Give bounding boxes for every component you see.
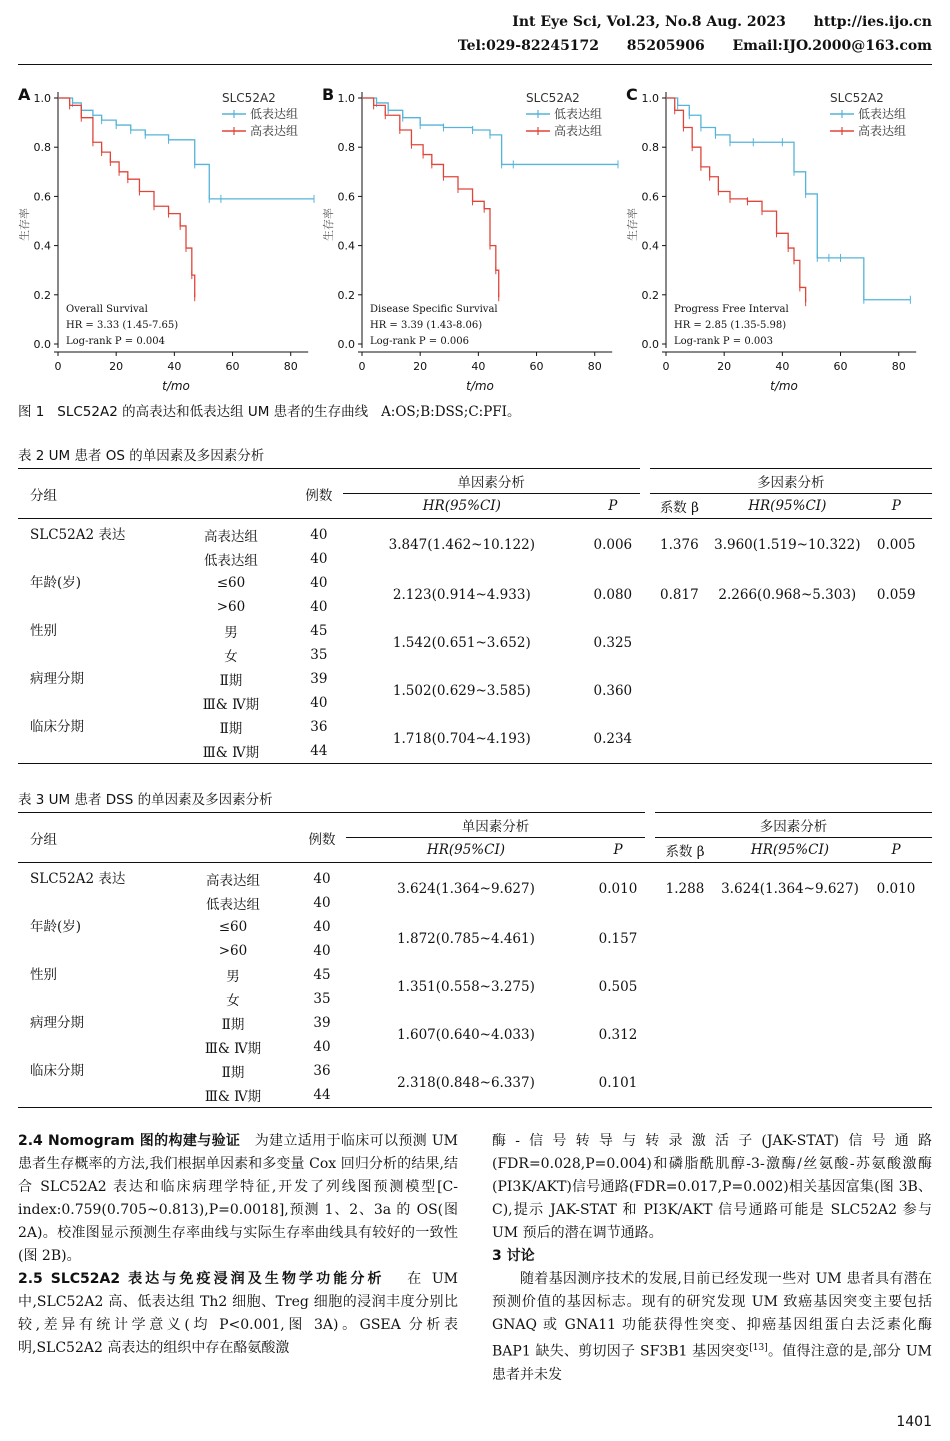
multi-p-value: 0.010 bbox=[876, 881, 916, 897]
x-tick-label: 60 bbox=[833, 360, 848, 373]
header-p: P bbox=[608, 498, 618, 514]
count-value: 39 bbox=[310, 671, 328, 687]
coef-value bbox=[650, 1059, 720, 1108]
y-tick-label: 1.0 bbox=[641, 92, 659, 105]
y-tick-label: 0.2 bbox=[337, 288, 355, 302]
legend-title: SLC52A2 bbox=[830, 91, 884, 105]
section-3-heading: 3 讨论 bbox=[492, 1248, 535, 1264]
journal-url[interactable]: http://ies.ijo.cn bbox=[813, 14, 932, 30]
count-value: 45 bbox=[313, 967, 331, 983]
high-expression-curve bbox=[362, 98, 499, 297]
factor-label: SLC52A2 表达 bbox=[30, 871, 126, 887]
header-univariate: 单因素分析 bbox=[346, 813, 650, 838]
count-value: 44 bbox=[313, 1087, 331, 1103]
right-column-continuation: 酶-信号转导与转录激活子(JAK-STAT)信号通路(FDR=0.028,P=0.004)和磷脂酰肌醇-3-激酶/丝氨酸-苏氨酸激酶(PI3K/AKT)信号通路(FDR=0.017,P=0.002)相关基因富集(图 3B、C),提示 JAK-STAT 和 PI3K/AKT 信号通路可能是 SLC52A2 参与 UM 预后的潜在调节通路。 bbox=[492, 1133, 932, 1241]
count-value: 39 bbox=[313, 1015, 331, 1031]
left-column bbox=[18, 1130, 458, 1360]
y-axis-label: 生存率 bbox=[626, 208, 639, 241]
level-label: >60 bbox=[218, 943, 248, 959]
multi-hr-value bbox=[720, 915, 860, 963]
x-tick-label: 40 bbox=[471, 360, 486, 373]
hr-value: 1.542(0.651~3.652) bbox=[392, 635, 531, 651]
y-tick-label: 0.8 bbox=[641, 141, 659, 155]
factor-label: 性别 bbox=[30, 623, 57, 639]
header-multivariate: 多因素分析 bbox=[650, 813, 932, 838]
x-tick-label: 60 bbox=[529, 360, 544, 373]
table-row bbox=[18, 963, 932, 987]
level-label: 女 bbox=[224, 649, 238, 665]
count-value: 40 bbox=[313, 895, 331, 911]
multi-hr-value bbox=[714, 619, 860, 667]
factor-label: 年龄(岁) bbox=[30, 575, 82, 591]
hr-value: 1.718(0.704~4.193) bbox=[392, 731, 531, 747]
y-tick-label: 0.4 bbox=[337, 239, 355, 253]
y-tick-label: 0.8 bbox=[33, 141, 51, 155]
level-label: Ⅱ期 bbox=[221, 1017, 245, 1033]
multi-hr-value: 3.960(1.519~10.322) bbox=[714, 537, 861, 553]
count-value: 45 bbox=[310, 623, 328, 639]
table-row bbox=[18, 915, 932, 939]
factor-label: 年龄(岁) bbox=[30, 919, 82, 935]
coef-value bbox=[645, 619, 714, 667]
hr-value: 1.502(0.629~3.585) bbox=[392, 683, 531, 699]
page-number: 1401 bbox=[896, 1414, 932, 1430]
level-label: Ⅱ期 bbox=[219, 721, 243, 737]
stat-title: Progress Free Interval bbox=[674, 304, 789, 315]
legend-title: SLC52A2 bbox=[222, 91, 276, 105]
coef-value bbox=[650, 915, 720, 963]
multi-hr-value bbox=[720, 1059, 860, 1108]
header-count: 例数 bbox=[308, 831, 336, 848]
factor-label: 性别 bbox=[30, 967, 57, 983]
y-tick-label: 1.0 bbox=[337, 92, 355, 105]
table3 bbox=[18, 812, 932, 1108]
header-rule bbox=[18, 64, 932, 65]
km-panel-a bbox=[14, 82, 324, 402]
multi-p-value bbox=[861, 715, 933, 764]
y-tick-label: 0.6 bbox=[337, 190, 355, 204]
count-value: 36 bbox=[310, 719, 328, 735]
count-value: 36 bbox=[313, 1063, 331, 1079]
legend-low-label: 低表达组 bbox=[858, 107, 907, 121]
count-value: 40 bbox=[310, 551, 328, 567]
level-label: Ⅲ& Ⅳ期 bbox=[202, 697, 260, 713]
table-row bbox=[18, 863, 932, 892]
table-row bbox=[18, 715, 932, 739]
level-label: 低表达组 bbox=[203, 553, 258, 569]
multi-p-value bbox=[860, 1011, 932, 1059]
x-axis-label: t/mo bbox=[162, 379, 190, 393]
factor-label: 临床分期 bbox=[30, 1063, 84, 1079]
x-tick-label: 0 bbox=[54, 360, 62, 373]
multi-p-value bbox=[860, 1059, 932, 1108]
header-hr: HR(95%CI) bbox=[422, 498, 501, 514]
count-value: 40 bbox=[310, 695, 328, 711]
x-tick-label: 80 bbox=[891, 360, 906, 373]
section-3-ref: [13] bbox=[749, 1343, 768, 1353]
figure-caption-title: SLC52A2 的高表达和低表达组 UM 患者的生存曲线 bbox=[57, 404, 369, 420]
hr-value: 2.318(0.848~6.337) bbox=[397, 1075, 535, 1091]
hr-value: 1.351(0.558~3.275) bbox=[397, 979, 535, 995]
panel-letter: C bbox=[626, 85, 638, 104]
x-axis-label: t/mo bbox=[466, 379, 494, 393]
p-value: 0.080 bbox=[593, 587, 633, 603]
multi-hr-value: 3.624(1.364~9.627) bbox=[721, 881, 859, 897]
km-chart-c bbox=[622, 82, 932, 402]
table-row bbox=[18, 667, 932, 691]
section-2-5 bbox=[18, 1268, 458, 1360]
x-tick-label: 60 bbox=[225, 360, 240, 373]
multi-p-value bbox=[861, 667, 933, 715]
y-tick-label: 0.6 bbox=[33, 190, 51, 204]
multi-hr-value: 2.266(0.968~5.303) bbox=[718, 587, 857, 603]
x-tick-label: 20 bbox=[413, 360, 428, 373]
table-row bbox=[18, 619, 932, 643]
header-multi-hr: HR(95%CI) bbox=[750, 842, 830, 858]
p-value: 0.325 bbox=[593, 635, 633, 651]
section-2-4-heading: 2.4 Nomogram 图的构建与验证 bbox=[18, 1133, 241, 1149]
coef-value: 1.376 bbox=[660, 537, 699, 553]
hr-value: 1.607(0.640~4.033) bbox=[397, 1027, 535, 1043]
table-row bbox=[18, 571, 932, 595]
p-value: 0.010 bbox=[598, 881, 638, 897]
panel-letter: A bbox=[18, 85, 31, 104]
p-value: 0.505 bbox=[598, 979, 638, 995]
level-label: Ⅱ期 bbox=[221, 1065, 245, 1081]
multi-hr-value bbox=[714, 715, 860, 764]
multi-hr-value bbox=[714, 667, 860, 715]
x-tick-label: 80 bbox=[283, 360, 298, 373]
y-tick-label: 0.8 bbox=[337, 141, 355, 155]
level-label: >60 bbox=[216, 599, 246, 615]
coef-value bbox=[645, 667, 714, 715]
y-tick-label: 0.0 bbox=[337, 338, 355, 351]
multi-p-value: 0.059 bbox=[876, 587, 916, 603]
y-tick-label: 0.4 bbox=[33, 239, 51, 253]
level-label: 低表达组 bbox=[206, 897, 260, 913]
hr-value: 3.847(1.462~10.122) bbox=[388, 537, 536, 553]
right-column bbox=[492, 1130, 932, 1387]
multi-hr-value bbox=[720, 1011, 860, 1059]
stat-logrank: Log-rank P = 0.003 bbox=[674, 336, 773, 347]
header-multi-p: P bbox=[891, 498, 901, 514]
level-label: Ⅲ& Ⅳ期 bbox=[204, 1089, 262, 1105]
p-value: 0.157 bbox=[598, 931, 638, 947]
y-tick-label: 0.2 bbox=[33, 288, 51, 302]
header-group: 分组 bbox=[30, 831, 57, 848]
y-tick-label: 0.0 bbox=[33, 338, 51, 351]
x-tick-label: 0 bbox=[358, 360, 366, 373]
coef-value bbox=[650, 1011, 720, 1059]
x-tick-label: 40 bbox=[775, 360, 790, 373]
header-univariate: 单因素分析 bbox=[343, 469, 645, 494]
x-axis-label: t/mo bbox=[770, 379, 798, 393]
level-label: 高表达组 bbox=[206, 873, 260, 889]
x-tick-label: 40 bbox=[167, 360, 182, 373]
section-2-4-text: 为建立适用于临床可以预测 UM 患者生存概率的方法,我们根据单因素和多变量 Cox 回归分析的结果,结合 SLC52A2 表达和临床病理学特征,开发了列线图预测模型[C-index:0.759(0.705~0.813),P=0.0018],预测 1、2、3a 的 OS(图 2A)。校准图显示预测生存率曲线与实际生存率曲线具有较好的一致性(图 2B)。 bbox=[18, 1133, 458, 1264]
y-tick-label: 0.4 bbox=[641, 239, 659, 253]
header-coef: 系数 β bbox=[659, 500, 699, 516]
panel-letter: B bbox=[322, 85, 335, 104]
legend-low-label: 低表达组 bbox=[554, 107, 603, 121]
p-value: 0.101 bbox=[598, 1075, 638, 1091]
journal-tel2: 85205906 bbox=[626, 38, 705, 54]
count-value: 40 bbox=[310, 575, 328, 591]
section-3-tail: 。值得注意的是,部分 UM 患者并未发 bbox=[492, 1343, 932, 1383]
legend-high-label: 高表达组 bbox=[858, 124, 907, 138]
coef-value: 0.817 bbox=[660, 587, 699, 603]
hr-value: 2.123(0.914~4.933) bbox=[392, 587, 531, 603]
level-label: 女 bbox=[226, 993, 240, 1009]
table3-title: 表 3 UM 患者 DSS 的单因素及多因素分析 bbox=[18, 792, 273, 808]
count-value: 44 bbox=[310, 743, 328, 759]
y-tick-label: 0.6 bbox=[641, 190, 659, 204]
coef-value bbox=[645, 715, 714, 764]
level-label: 男 bbox=[226, 969, 240, 985]
header-multi-hr: HR(95%CI) bbox=[748, 498, 827, 514]
count-value: 35 bbox=[313, 991, 331, 1007]
count-value: 40 bbox=[313, 943, 331, 959]
level-label: ≤60 bbox=[218, 919, 248, 935]
legend-high-label: 高表达组 bbox=[250, 124, 299, 138]
table2 bbox=[18, 468, 932, 764]
hr-value: 3.624(1.364~9.627) bbox=[397, 881, 535, 897]
legend-high-label: 高表达组 bbox=[554, 124, 603, 138]
multi-p-value bbox=[860, 915, 932, 963]
x-tick-label: 80 bbox=[587, 360, 602, 373]
header-p: P bbox=[613, 842, 623, 858]
level-label: Ⅲ& Ⅳ期 bbox=[204, 1041, 262, 1057]
p-value: 0.006 bbox=[593, 537, 633, 553]
table-row bbox=[18, 1059, 932, 1083]
stat-hr: HR = 3.39 (1.43-8.06) bbox=[370, 320, 483, 331]
journal-tel: Tel:029-82245172 bbox=[457, 38, 600, 54]
coef-value bbox=[650, 963, 720, 1011]
high-expression-curve bbox=[58, 98, 195, 297]
level-label: ≤60 bbox=[216, 575, 246, 591]
factor-label: 临床分期 bbox=[30, 719, 84, 735]
section-3-paragraph bbox=[492, 1268, 932, 1387]
stat-logrank: Log-rank P = 0.004 bbox=[66, 336, 165, 347]
journal-citation: Int Eye Sci, Vol.23, No.8 Aug. 2023 bbox=[512, 14, 786, 30]
header-multi-p: P bbox=[891, 842, 901, 858]
count-value: 40 bbox=[313, 1039, 331, 1055]
header-hr: HR(95%CI) bbox=[426, 842, 506, 858]
x-tick-label: 0 bbox=[662, 360, 670, 373]
y-axis-label: 生存率 bbox=[18, 208, 31, 241]
legend-title: SLC52A2 bbox=[526, 91, 580, 105]
count-value: 40 bbox=[313, 919, 331, 935]
stat-logrank: Log-rank P = 0.006 bbox=[370, 336, 469, 347]
section-2-4 bbox=[18, 1130, 458, 1268]
p-value: 0.234 bbox=[593, 731, 633, 747]
count-value: 35 bbox=[310, 647, 328, 663]
count-value: 40 bbox=[313, 871, 331, 887]
level-label: Ⅲ& Ⅳ期 bbox=[202, 745, 260, 761]
section-2-5-text: 在 UM 中,SLC52A2 高、低表达组 Th2 细胞、Treg 细胞的浸润丰度分别比较,差异有统计学意义(均 P<0.001,图 3A)。GSEA 分析表明,SLC52A2 高表达的组织中存在酪氨酸激 bbox=[18, 1271, 458, 1356]
p-value: 0.312 bbox=[598, 1027, 638, 1043]
multi-p-value bbox=[860, 963, 932, 1011]
x-tick-label: 20 bbox=[109, 360, 124, 373]
km-chart-a bbox=[14, 82, 324, 402]
multi-hr-value bbox=[720, 963, 860, 1011]
header-coef: 系数 β bbox=[665, 844, 705, 860]
table-row bbox=[18, 519, 932, 548]
multi-p-value bbox=[861, 619, 933, 667]
section-3-text: 随着基因测序技术的发展,目前已经发现一些对 UM 患者具有潜在预测价值的基因标志。现有的研究发现 UM 致癌基因突变主要包括 GNAQ 或 GNA11 功能获得性突变、抑癌基因组蛋白去泛素化酶 BAP1 缺失、剪切因子 SF3B1 基因突变 bbox=[492, 1271, 932, 1360]
factor-label: SLC52A2 表达 bbox=[30, 527, 126, 543]
section-2-5-heading: 2.5 SLC52A2 表达与免疫浸润及生物学功能分析 bbox=[18, 1271, 385, 1287]
y-tick-label: 0.2 bbox=[641, 288, 659, 302]
table2-title: 表 2 UM 患者 OS 的单因素及多因素分析 bbox=[18, 448, 265, 464]
header-multivariate: 多因素分析 bbox=[645, 469, 932, 494]
hr-value: 1.872(0.785~4.461) bbox=[397, 931, 535, 947]
km-panel-c bbox=[622, 82, 932, 402]
journal-email[interactable]: Email:IJO.2000@163.com bbox=[732, 38, 932, 54]
figure-caption bbox=[18, 400, 521, 420]
figure-caption-label: 图 1 bbox=[18, 404, 45, 420]
high-expression-curve bbox=[666, 98, 806, 302]
y-tick-label: 1.0 bbox=[33, 92, 51, 105]
legend-low-label: 低表达组 bbox=[250, 107, 299, 121]
x-tick-label: 20 bbox=[717, 360, 732, 373]
multi-p-value: 0.005 bbox=[876, 537, 916, 553]
figure-caption-detail: A:OS;B:DSS;C:PFI。 bbox=[381, 404, 521, 420]
y-tick-label: 0.0 bbox=[641, 338, 659, 351]
stat-hr: HR = 2.85 (1.35-5.98) bbox=[674, 320, 787, 331]
header-group: 分组 bbox=[30, 487, 57, 504]
y-axis-label: 生存率 bbox=[322, 208, 335, 241]
journal-header-line1 bbox=[512, 14, 932, 30]
table-row bbox=[18, 1011, 932, 1035]
level-label: 男 bbox=[224, 625, 238, 641]
km-panel-b bbox=[318, 82, 628, 402]
count-value: 40 bbox=[310, 527, 328, 543]
coef-value: 1.288 bbox=[665, 881, 705, 897]
stat-hr: HR = 3.33 (1.45-7.65) bbox=[66, 320, 179, 331]
header-count: 例数 bbox=[305, 487, 333, 504]
level-label: 高表达组 bbox=[203, 529, 258, 545]
journal-header-line2 bbox=[458, 38, 932, 54]
count-value: 40 bbox=[310, 599, 328, 615]
km-chart-b bbox=[318, 82, 628, 402]
stat-title: Overall Survival bbox=[66, 304, 148, 315]
p-value: 0.360 bbox=[593, 683, 633, 699]
stat-title: Disease Specific Survival bbox=[370, 304, 498, 315]
level-label: Ⅱ期 bbox=[219, 673, 243, 689]
factor-label: 病理分期 bbox=[30, 671, 84, 687]
factor-label: 病理分期 bbox=[30, 1015, 84, 1031]
